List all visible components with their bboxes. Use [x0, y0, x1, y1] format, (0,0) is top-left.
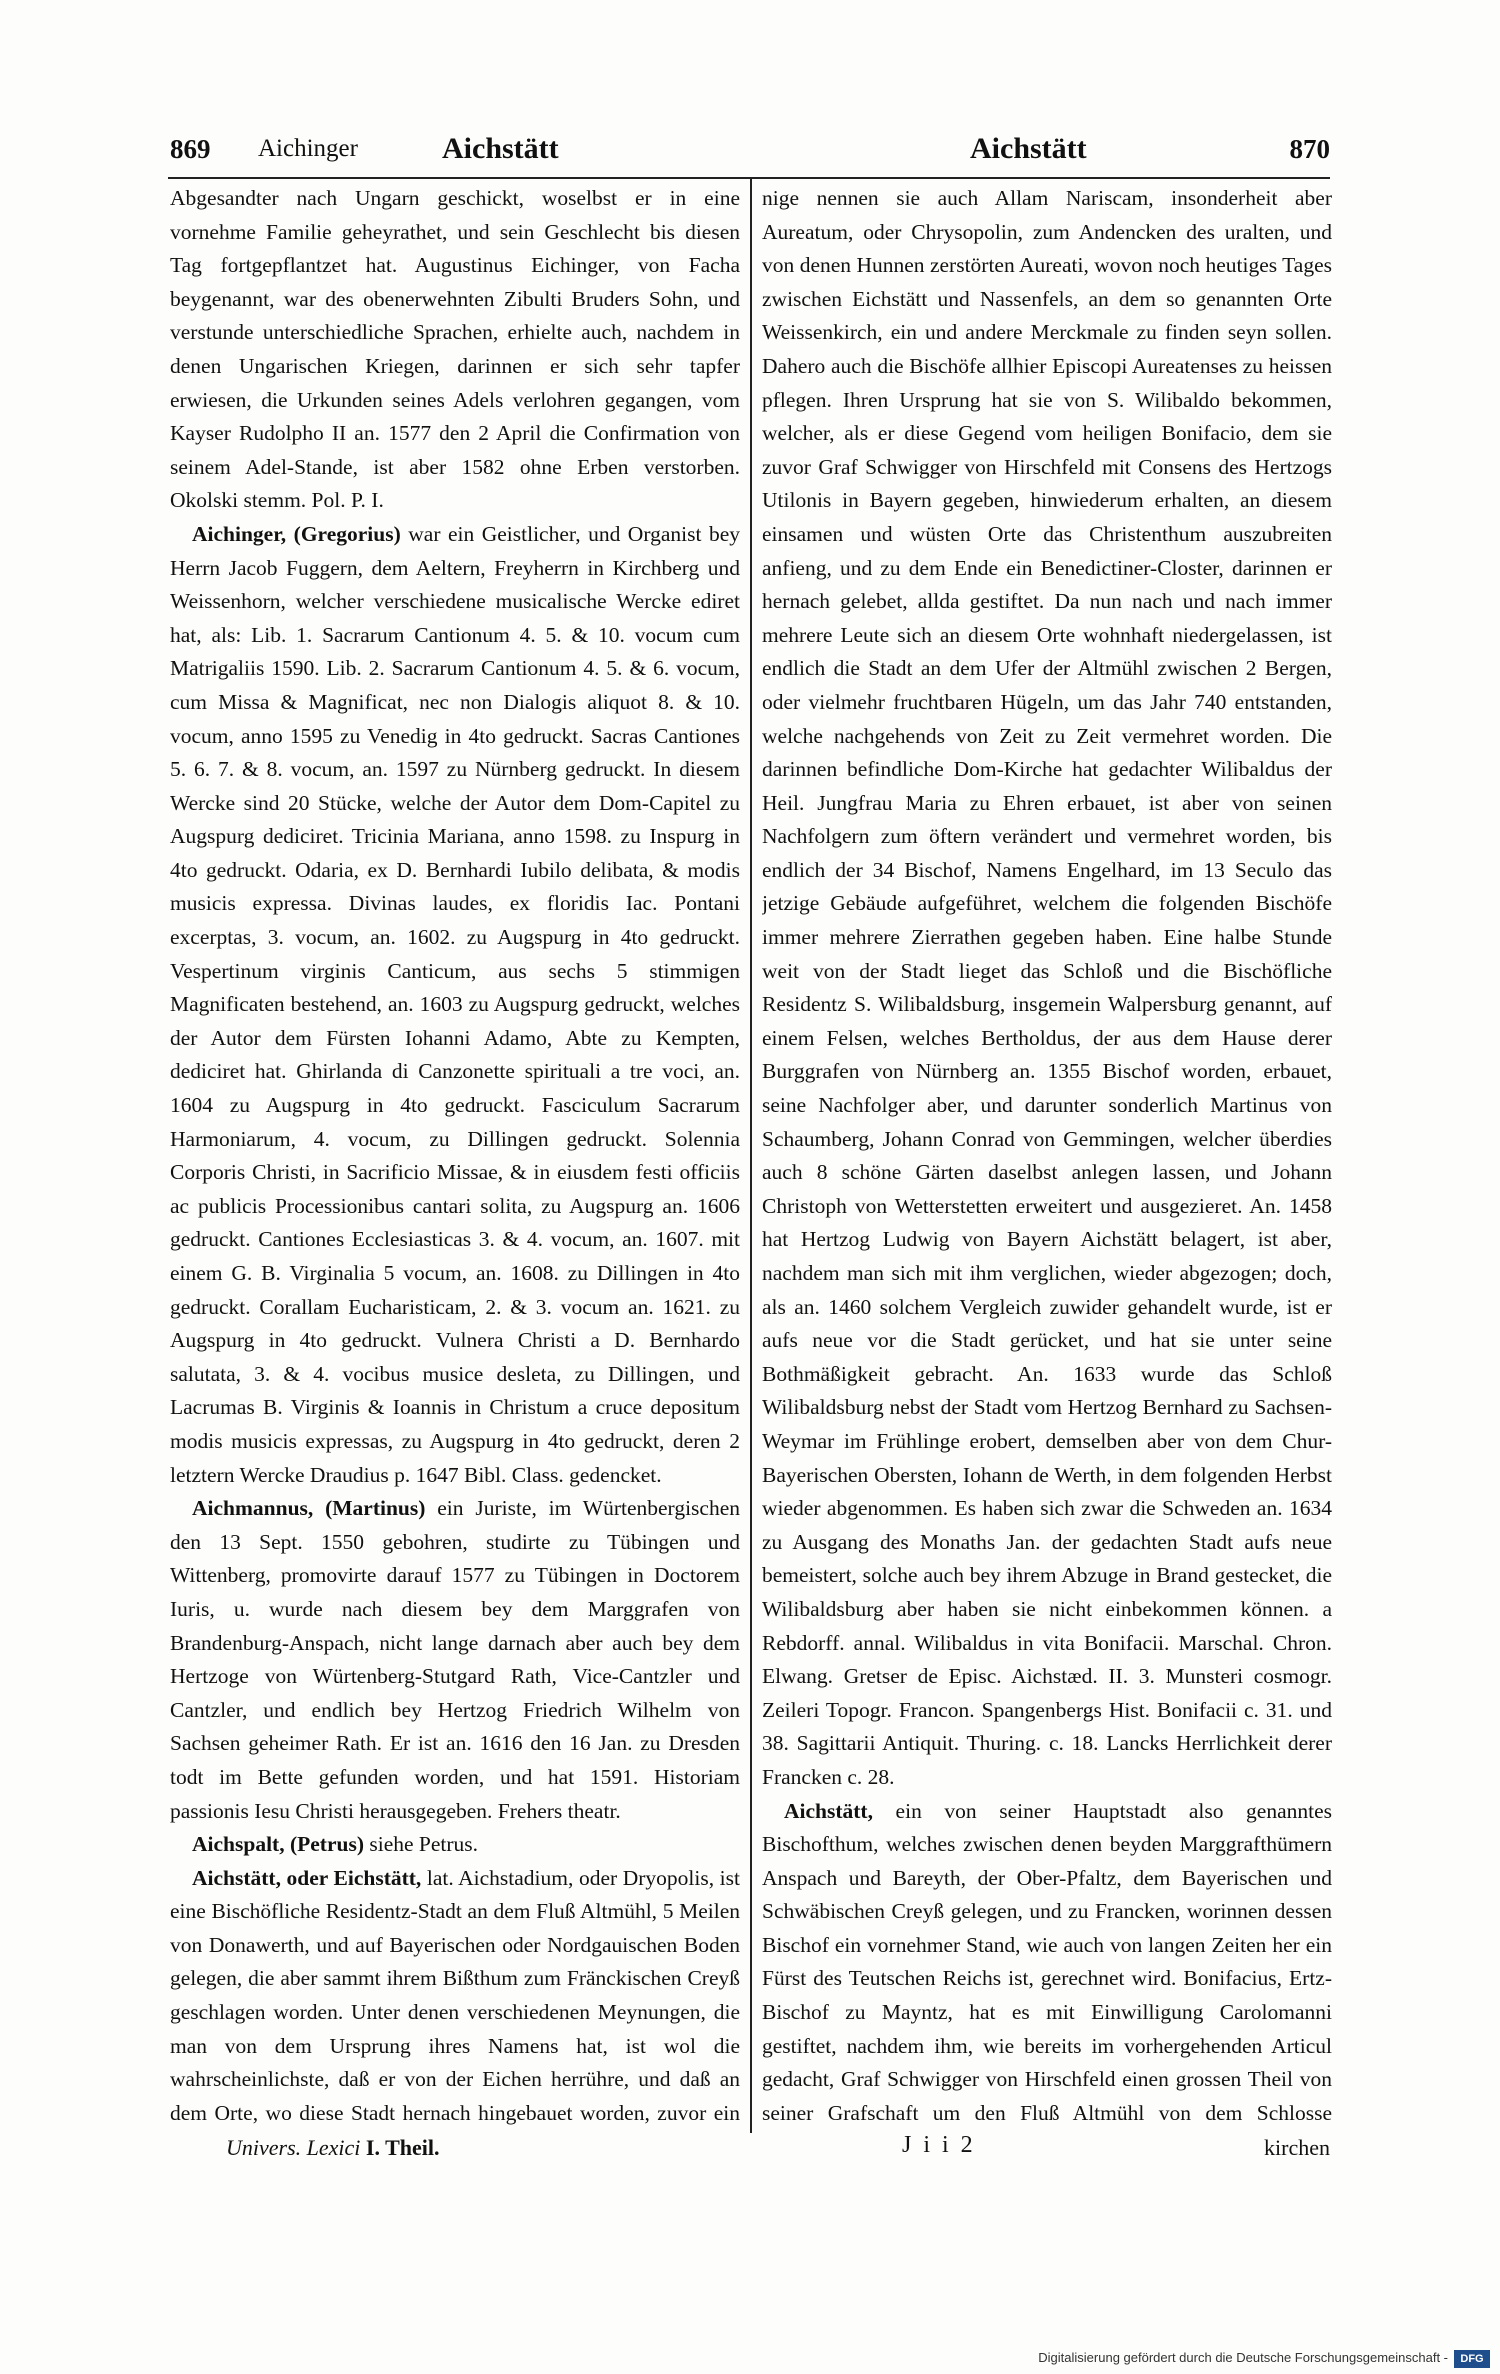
lemma: Aichstätt, [784, 1798, 873, 1823]
volume-signature [226, 2133, 439, 2163]
column-divider [750, 178, 752, 2133]
header-rule [168, 177, 1330, 179]
left-column [170, 182, 740, 2132]
column-head-right: Aichstätt [970, 132, 1087, 165]
right-column [762, 182, 1332, 2132]
sheet-signature: J i i 2 [902, 2132, 976, 2158]
entry-aichinger-gregorius [170, 518, 740, 1492]
catchword-left: Aichinger [258, 135, 358, 162]
entry-body: war ein Geistlicher, und Organist bey Herrn Jacob Fuggern, dem Aeltern, Freyherrn in Kirchberg und Weissenhorn, welcher verschiedene musicalische Wercke ediret hat, als: Lib. 1. Sacrarum Cantionum 4. 5. & 10. vocum cum Matrigaliis 1590. Lib. 2. Sacrarum Cantionum 4. 5. & 6. vocum, cum Missa & Magnificat, nec non Dialogis aliquot 8. & 10. vocum, anno 1595 zu Venedig in 4to gedruckt. Sacras Cantiones 5. 6. 7. & 8. vocum, an. 1597 zu Nürnberg gedruckt. In diesem Wercke sind 20 Stücke, welche der Autor dem Dom-Capitel zu Augspurg dediciret. Tricinia Mariana, anno 1598. zu Inspurg in 4to gedruckt. Odaria, ex D. Bernhardi Iubilo delibata, & modis musicis expressa. Divinas laudes, ex floridis Iac. Pontani excerptas, 3. vocum, an. 1602. zu Augspurg in 4to gedruckt. Vespertinum virginis Canticum, aus sechs 5 stimmigen Magnificaten bestehend, an. 1603 zu Augspurg gedruckt, welches der Autor dem Fürsten Iohanni Adamo, Abte zu Kempten, dediciret hat. Ghirlanda di Canzonette spirituali a tre voci, an. 1604 zu Augspurg in 4to gedruckt. Fasciculum Sacrarum Harmoniarum, 4. vocum, zu Dillingen gedruckt. Solennia Corporis Christi, in Sacrificio Missae, & in eiusdem festi officiis ac publicis Processionibus cantari solita, zu Augspurg an. 1606 gedruckt. Cantiones Ecclesiasticas 3. & 4. vocum, an. 1607. mit einem G. B. Virginalia 5 vocum, an. 1608. zu Dillingen in 4to gedruckt. Corallam Eucharisticam, 2. & 3. vocum an. 1621. zu Augspurg in 4to gedruckt. Vulnera Christi a D. Bernhardo salutata, 3. & 4. vocibus musice desleta, zu Dillingen, und Lacrumas B. Virginis & Ioannis in Christum a cruce depositum modis musicis expressas, zu Augspurg in 4to gedruckt, deren 2 letztern Wercke Draudius p. 1647 Bibl. Class. gedencket. [170, 521, 740, 1487]
entry-aichstaett-city [170, 1862, 740, 2132]
signature-work: Univers. Lexici [226, 2135, 361, 2160]
catchword-footer: kirchen [1264, 2135, 1330, 2160]
entry-aichinger-continuation: Abgesandter nach Ungarn geschickt, woselbst er in eine vornehme Familie geheyrathet, und sein Geschlecht bis diesen Tag fortgepflantzet hat. Augustinus Eichinger, von Facha beygenannt, war des obenerwehnten Zibulti Bruders Sohn, und verstunde unterschiedliche Sprachen, erhielte auch, nachdem in denen Ungarischen Kriegen, darinnen er sich sehr tapfer erwiesen, die Urkunden seines Adels verlohren gegangen, vom Kayser Rudolpho II an. 1577 den 2 April die Confirmation von seinem Adel-Stande, ist aber 1582 ohne Erben verstorben. Okolski stemm. Pol. P. I. [170, 186, 740, 513]
entry-aichstaett-city-continuation: nige nennen sie auch Allam Nariscam, insonderheit aber Aureatum, oder Chrysopolin, zum Andencken des uralten, und von denen Hunnen zerstörten Aureati, wovon noch heutiges Tages zwischen Eichstätt und Nassenfels, an dem so genannten Orte Weissenkirch, ein und andere Merckmale zu finden seyn sollen. Dahero auch die Bischöfe allhier Episcopi Aureatenses zu heissen pflegen. Ihren Ursprung hat sie von S. Wilibaldo bekommen, welcher, als er diese Gegend vom heiligen Bonifacio, dem sie zuvor Graf Schwigger von Hirschfeld mit Consens des Hertzogs Utilonis in Bayern gegeben, hinwiederum erhalten, an diesem einsamen und wüsten Orte das Christenthum auszubreiten anfieng, und zu dem Ende ein Benedictiner-Closter, darinnen er hernach gelebet, allda gestiftet. Da nun nach und nach immer mehrere Leute sich an diesem Orte wohnhaft niedergelassen, ist endlich die Stadt an dem Ufer der Altmühl zwischen 2 Bergen, oder vielmehr fruchtbaren Hügeln, um das Jahr 740 entstanden, welche nachgehends von Zeit zu Zeit vermehret worden. Die darinnen befindliche Dom-Kirche hat gedachter Wilibaldus der Heil. Jungfrau Maria zu Ehren erbauet, ist aber von seinen Nachfolgern zum öftern verändert und vermehret worden, bis endlich der 34 Bischof, Namens Engelhard, im 13 Seculo das jetzige Gebäude aufgeführet, welchem die folgenden Bischöfe immer mehrere Zierrathen gegeben haben. Eine halbe Stunde weit von der Stadt lieget das Schloß und die Bischöfliche Residentz S. Wilibaldsburg, insgemein Walpersburg genannt, auf einem Felsen, welches Bertholdus, der aus dem Hause derer Burggrafen von Nürnberg an. 1355 Bischof worden, erbauet, seine Nachfolger aber, und darunter sonderlich Martinus von Schaumberg, Johann Conrad von Gemmingen, welcher überdies auch 8 schöne Gärten daselbst anlegen lassen, und Johann Christoph von Wetterstetten erweitert und ausgezieret. An. 1458 hat Hertzog Ludwig von Bayern Aichstätt belagert, ist aber, nachdem man sich mit ihm verglichen, wieder abgezogen; doch, als an. 1460 solchem Vergleich zuwider gehandelt wurde, ist er aufs neue vor die Stadt gerücket, und hat sie unter seine Bothmäßigkeit gebracht. An. 1633 wurde das Schloß Wilibaldsburg nebst der Stadt vom Hertzog Bernhard zu Sachsen-Weymar im Frühlinge erobert, demselben aber von dem Chur-Bayerischen Obersten, Iohann de Werth, in dem folgenden Herbst wieder abgenommen. Es haben sich zwar die Schweden an. 1634 zu Ausgang des Monaths Jan. der gedachten Stadt aufs neue bemeistert, solche auch bey ihrem Abzuge in Brand gestecket, die Wilibaldsburg aber haben sie nicht einbekommen können. a Rebdorff. annal. Wilibaldus in vita Bonifacii. Marschal. Chron. Elwang. Gretser de Episc. Aichstæd. II. 3. Munsteri cosmogr. Zeileri Topogr. Francon. Spangenbergs Hist. Bonifacii c. 31. und 38. Sagittarii Antiquit. Thuring. c. 18. Lancks Herrlichkeit derer Francken c. 28. [762, 186, 1332, 1789]
signature-part: I. Theil. [365, 2135, 440, 2160]
entry-aichmannus [170, 1492, 740, 1828]
digitization-credit: Digitalisierung gefördert durch die Deutsche Forschungsgemeinschaft - [1038, 2350, 1448, 2365]
running-head [170, 132, 1330, 172]
page-number-right: 870 [1289, 134, 1330, 164]
lemma: Aichmannus, (Martinus) [192, 1496, 426, 1521]
entry-aichstaett-bishopric [762, 1795, 1332, 2133]
entry-body: lat. Aichstadium, oder Dryopolis, ist eine Bischöfliche Residentz-Stadt an dem Fluß Altmühl, 5 Meilen von Donawerth, und auf Bayerischen oder Nordgauischen Boden gelegen, die aber sammt ihrem Bißthum zum Fränckischen Creyß geschlagen worden. Unter denen verschiedenen Meynungen, die man von dem Ursprung ihres Namens hat, ist wol die wahrscheinlichste, daß er von der Eichen herrühre, und daß an dem Orte, wo diese Stadt hernach hingebauet worden, zuvor ein [170, 1865, 740, 2125]
lemma: Aichspalt, (Petrus) [192, 1832, 364, 1857]
dfg-logo: DFG [1454, 2350, 1490, 2368]
entry-body: siehe Petrus. [363, 1832, 479, 1857]
entry-body: ein Juriste, im Würtenbergischen den 13 Sept. 1550 gebohren, studirte zu Tübingen und Wittenberg, promovirte darauf 1577 zu Tübingen in Doctorem Iuris, u. wurde nach diesem bey dem Marggrafen von Brandenburg-Anspach, nicht lange darnach aber auch bey dem Hertzoge von Würtenberg-Stutgard Rath, Vice-Cantzler und Cantzler, und endlich bey Hertzog Friedrich Wilhelm von Sachsen geheimer Rath. Er ist an. 1616 den 16 Jan. zu Dresden todt im Bette gefunden worden, und hat 1591. Historiam passionis Iesu Christi herausgegeben. Frehers theatr. [170, 1496, 740, 1823]
page-number-left: 869 [170, 134, 211, 164]
column-head-left: Aichstätt [442, 132, 559, 165]
lemma: Aichinger, (Gregorius) [192, 521, 401, 546]
entry-body: ein von seiner Hauptstadt also genanntes Bischofthum, welches zwischen denen beyden Marggrafthümern Anspach und Bareyth, der Ober-Pfaltz, dem Bayerischen und Schwäbischen Creyß gelegen, und zu Francken, worinnen dessen Bischof ein vornehmer Stand, wie auch von langen Zeiten her ein Fürst des Teutschen Reichs ist, gerechnet wird. Bonifacius, Ertz-Bischof zu Mayntz, hat es mit Einwilligung Carolomanni gestiftet, nachdem ihm, wie bereits im vorhergehenden Articul gedacht, Graf Schwigger von Hirschfeld einen grossen Theil von seiner Grafschaft um den Fluß Altmühl von dem Schlosse [762, 1798, 1332, 2125]
entry-aichspalt [170, 1828, 740, 1862]
lemma: Aichstätt, oder Eichstätt, [192, 1865, 422, 1890]
